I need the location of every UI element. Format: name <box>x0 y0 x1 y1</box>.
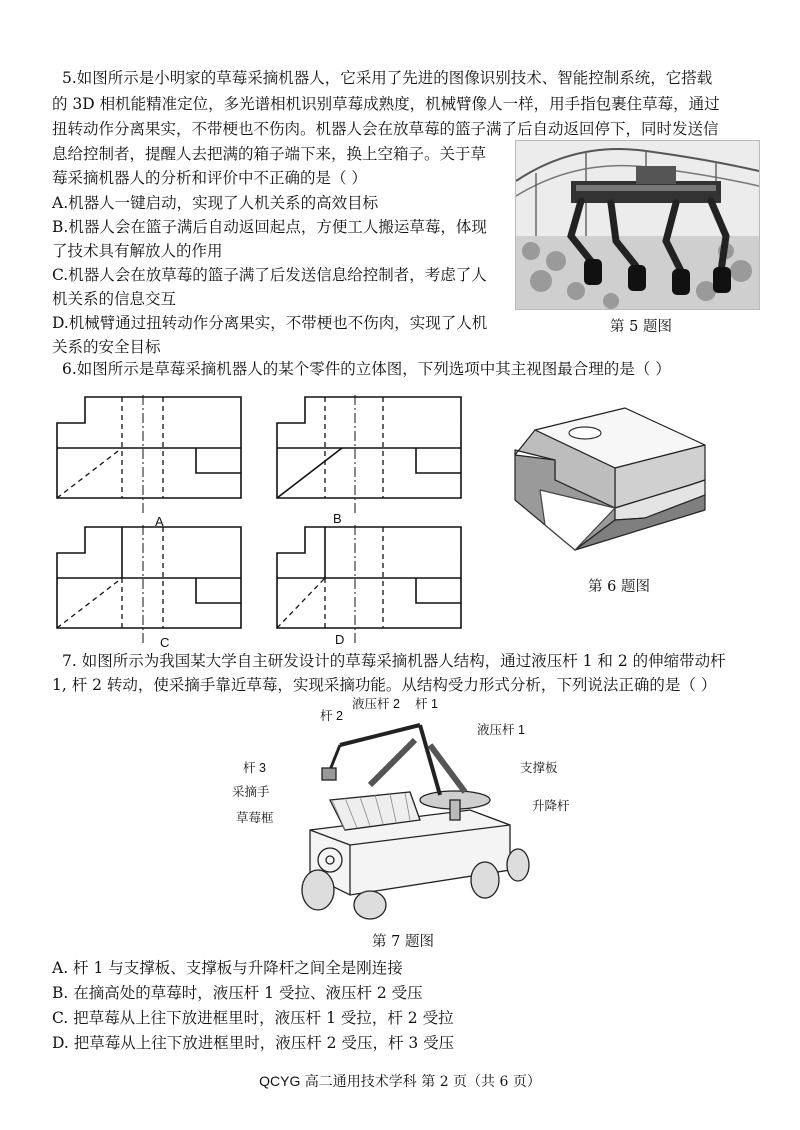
q5-option-c: C.机器人会在放草莓的篮子满了后发送信息给控制者，考虑了人 <box>52 266 487 284</box>
footer-text: 高二通用技术学科 第 2 页（共 6 页） <box>304 1074 541 1090</box>
q5-option-b: B.机器人会在篮子满后自动返回起点，方便工人搬运草莓，体现 <box>52 218 487 236</box>
q7-label-strawberry-frame: 草莓框 <box>236 811 274 825</box>
q5-line-1: 5.如图所示是小明家的草莓采摘机器人，它采用了先进的图像识别技术、智能控制系统，它搭载 <box>62 69 713 87</box>
q6-caption: 第 6 题图 <box>588 579 650 595</box>
q6-label-c: C <box>160 635 170 650</box>
q6-view-b[interactable] <box>275 395 465 513</box>
q5-line-3: 扭转动作分离果实，不带梗也不伤肉。机器人会在放草莓的篮子满了后自动返回停下，同时发送信 <box>52 120 719 138</box>
q6-part-3d <box>505 400 730 560</box>
q7-label-hydraulic2: 液压杆 2 <box>352 697 400 711</box>
q7-option-d: D. 把草莓从上往下放进框里时，液压杆 2 受压，杆 3 受压 <box>52 1034 455 1052</box>
q7-caption: 第 7 题图 <box>372 934 434 950</box>
q5-option-a: A.机器人一键启动，实现了人机关系的高效目标 <box>52 194 379 212</box>
q5-option-d-cont: 关系的安全目标 <box>52 338 161 356</box>
footer-code: QCYG <box>259 1073 301 1089</box>
q6-view-d[interactable] <box>275 525 465 643</box>
q7-label-lift-rod: 升降杆 <box>532 799 570 813</box>
q6-stem: 6.如图所示是草莓采摘机器人的某个零件的立体图，下列选项中其主视图最合理的是（ ） <box>62 360 671 378</box>
q7-label-support-plate: 支撑板 <box>520 761 558 775</box>
q5-robot-photo <box>515 140 760 310</box>
page-footer <box>0 1071 800 1091</box>
q7-label-hydraulic1: 液压杆 1 <box>477 723 525 737</box>
q5-option-c-cont: 机关系的信息交互 <box>52 290 177 308</box>
q7-label-rod2: 杆 2 <box>320 709 343 723</box>
q7-option-b: B. 在摘高处的草莓时，液压杆 1 受拉、液压杆 2 受压 <box>52 984 423 1002</box>
q5-line-4: 息给控制者，提醒人去把满的箱子端下来，换上空箱子。关于草 <box>52 145 487 163</box>
q6-label-b: B <box>333 511 342 526</box>
q5-line-2: 的 3D 相机能精准定位，多光谱相机识别草莓成熟度，机械臂像人一样，用手指包裹住草莓，通过 <box>52 95 720 113</box>
q5-option-d: D.机械臂通过扭转动作分离果实，不带梗也不伤肉，实现了人机 <box>52 314 488 332</box>
q6-view-c[interactable] <box>55 525 245 643</box>
q5-caption: 第 5 题图 <box>610 319 672 335</box>
q5-option-b-cont: 了技术具有解放人的作用 <box>52 242 223 260</box>
q7-line-2: 1, 杆 2 转动，使采摘手靠近草莓，实现采摘功能。从结构受力形式分析，下列说法正确的是（ ） <box>52 676 717 694</box>
q7-line-1: 7. 如图所示为我国某大学自主研发设计的草莓采摘机器人结构，通过液压杆 1 和 2 的伸缩带动杆 <box>62 652 726 670</box>
q7-option-a: A. 杆 1 与支撑板、支撑板与升降杆之间全是刚连接 <box>52 959 403 977</box>
q7-label-rod3: 杆 3 <box>243 761 266 775</box>
q6-label-a: A <box>155 514 164 529</box>
q5-line-5: 莓采摘机器人的分析和评价中不正确的是（ ） <box>52 169 367 187</box>
q7-option-c: C. 把草莓从上往下放进框里时，液压杆 1 受拉，杆 2 受拉 <box>52 1009 454 1027</box>
q7-label-picking-hand: 采摘手 <box>232 785 270 799</box>
q7-label-rod1: 杆 1 <box>415 697 438 711</box>
q6-view-a[interactable] <box>55 395 245 513</box>
q6-label-d: D <box>335 632 345 647</box>
